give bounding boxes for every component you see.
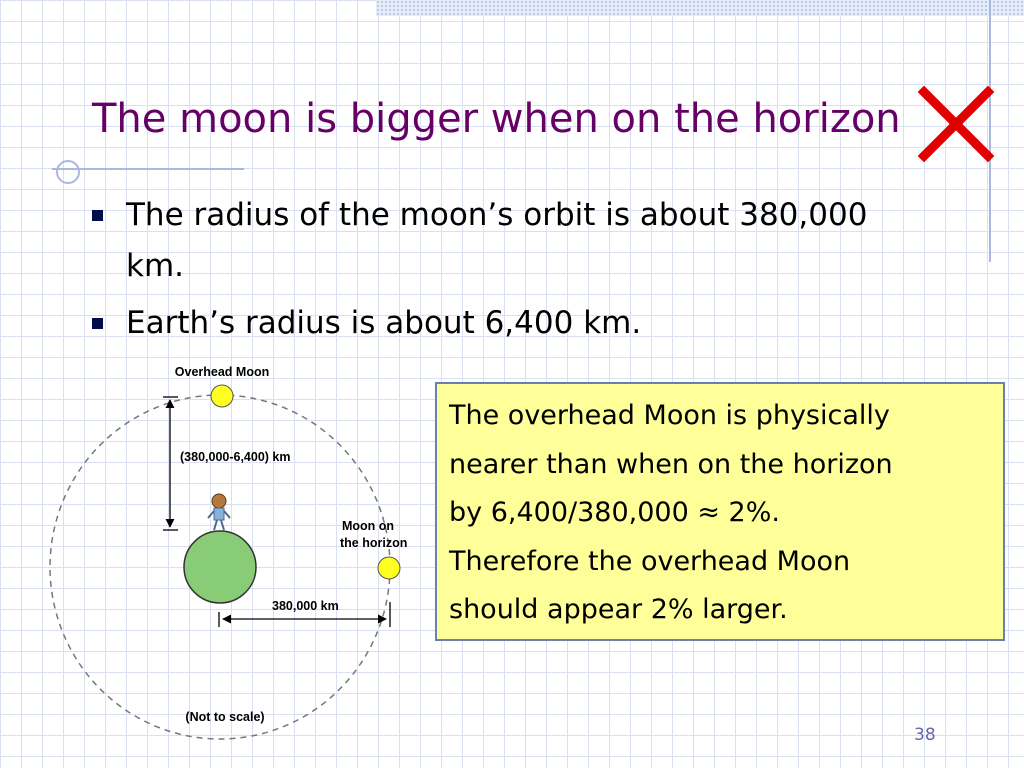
horizontal-distance-label: 380,000 km — [272, 599, 339, 613]
horizon-moon-label-line1: Moon on — [342, 519, 395, 533]
vertical-distance-label: (380,000-6,400) km — [180, 450, 291, 464]
square-bullet-icon — [92, 318, 103, 329]
moon-orbit-diagram — [0, 350, 440, 750]
decorative-top-band — [376, 0, 1024, 16]
explanation-line: The overhead Moon is physically — [449, 400, 890, 431]
explanation-box — [435, 382, 1005, 641]
explanation-line: nearer than when on the horizon — [449, 448, 893, 480]
earth-circle — [184, 531, 256, 603]
bullet-list — [92, 190, 886, 355]
bullet-text: The radius of the moon’s orbit is about 380,000 km. — [126, 197, 868, 284]
slide-title: The moon is bigger when on the horizon — [92, 96, 901, 142]
red-cross-icon — [918, 86, 994, 162]
horizon-moon-label-line2: the horizon — [340, 536, 408, 550]
bullet-item — [92, 298, 886, 349]
bullet-item — [92, 190, 886, 292]
not-to-scale-label: (Not to scale) — [185, 710, 265, 724]
observer-figure-icon — [208, 494, 230, 530]
explanation-line: by 6,400/380,000 ≈ 2%. — [449, 497, 780, 529]
overhead-moon-icon — [211, 385, 233, 407]
bullet-text: Earth’s radius is about 6,400 km. — [126, 305, 642, 341]
overhead-moon-label: Overhead Moon — [174, 365, 270, 379]
horizon-moon-icon — [378, 557, 400, 579]
explanation-line: should appear 2% larger. — [449, 594, 788, 626]
square-bullet-icon — [92, 210, 103, 221]
decorative-ring — [56, 160, 80, 184]
page-number: 38 — [914, 725, 936, 745]
decorative-horizontal-line — [52, 168, 244, 170]
explanation-line: Therefore the overhead Moon — [449, 545, 851, 577]
